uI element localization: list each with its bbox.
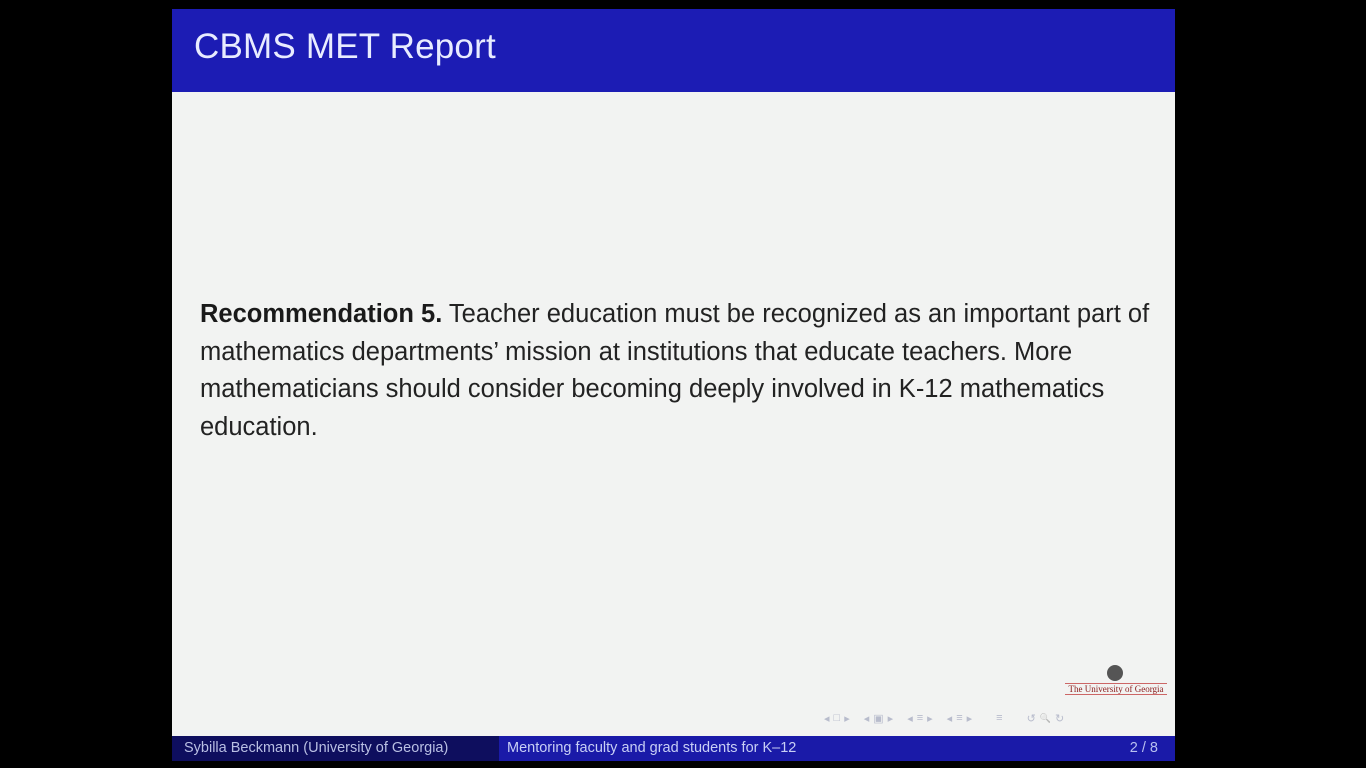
slide-body	[200, 296, 1160, 446]
prev-slide-icon[interactable]: ◂	[824, 712, 830, 725]
section-icon[interactable]: ≡	[956, 712, 963, 724]
footer-title-text: Mentoring faculty and grad students for K–12	[507, 740, 797, 756]
university-seal-icon	[1107, 665, 1123, 681]
next-subsection-icon[interactable]: ▸	[927, 712, 933, 725]
university-name: The University of Georgia	[1065, 683, 1167, 695]
prev-subsection-icon[interactable]: ◂	[907, 712, 913, 725]
slide-title: CBMS MET Report	[194, 27, 496, 66]
subsection-icon[interactable]: ≡	[916, 712, 924, 724]
frame-icon[interactable]: ▣	[873, 712, 884, 725]
presentation-slide	[172, 9, 1175, 761]
recommendation-lead: Recommendation 5.	[200, 300, 443, 328]
search-icon[interactable]: 🔍	[1039, 712, 1052, 723]
recommendation-text: Teacher education must be recognized as an important part of mathematics departments’ mission at institutions that educate teachers. More mathematicians should consider becoming deeply involved in K-12 mathematics education.	[200, 300, 1150, 441]
slide-title-bar	[172, 9, 1175, 92]
prev-section-icon[interactable]: ◂	[946, 712, 953, 725]
forward-icon[interactable]: ↻	[1055, 712, 1065, 725]
page-number: 2 / 8	[1129, 740, 1158, 756]
next-section-icon[interactable]: ▸	[966, 712, 973, 725]
footer-author: Sybilla Beckmann (University of Georgia)	[172, 736, 499, 761]
slide-footer	[172, 736, 1175, 761]
document-icon[interactable]: ≡	[996, 712, 1003, 724]
university-logo	[1065, 665, 1167, 699]
beamer-navigation-bar	[824, 711, 1169, 725]
prev-frame-icon[interactable]: ◂	[863, 712, 870, 725]
next-frame-icon[interactable]: ▸	[887, 712, 894, 725]
slide-icon[interactable]: □	[833, 712, 841, 724]
back-icon[interactable]: ↺	[1026, 712, 1036, 725]
footer-talk-title	[499, 736, 1175, 761]
next-slide-icon[interactable]: ▸	[844, 712, 850, 725]
